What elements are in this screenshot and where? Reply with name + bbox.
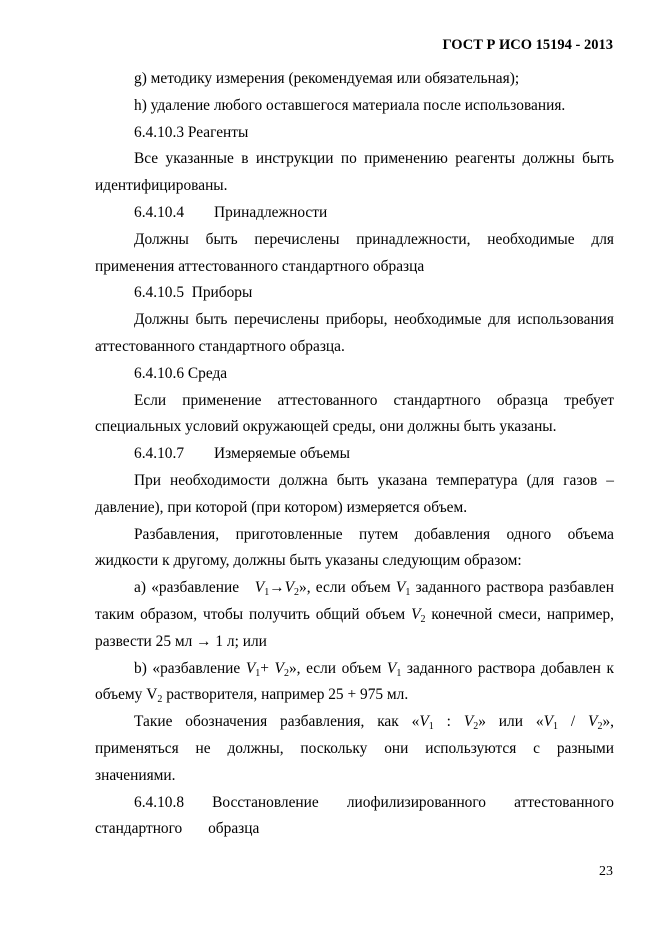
- section-6-4-10-7-text: При необходимости должна быть указана температура (для газов – давление), при которой (при котором) измеряется объем.: [95, 471, 614, 516]
- section-6-4-10-6-text: Если применение аттестованного стандартного образца требует специальных условий окружающей среды, они должны быть указаны.: [95, 391, 614, 436]
- section-title: Восстановление лиофилизированного аттестованного стандартного образца: [95, 793, 614, 838]
- section-number: 6.4.10.7: [134, 445, 185, 463]
- dilution-item-a: a) «разбавление $V_1\to V_2$», если объем $V_1$ заданного раствора разбавлен таким образом, чтобы получить общий объем $V_2$ конечной смеси, например, развести 25 мл → 1 л; или: [95, 579, 615, 650]
- page-number: 23: [599, 864, 613, 879]
- dilution-note: Такие обозначения разбавления, как «$V_1$ : $V_2$» или «$V_1 / V_2$», применяться не должны, поскольку они используются с разными значениями.: [95, 713, 614, 784]
- section-6-4-10-5-text: Должны быть перечислены приборы, необходимые для использования аттестованного стандартного образца.: [95, 311, 614, 355]
- document-body: [95, 66, 614, 843]
- section-6-4-10-4-heading: [95, 200, 614, 227]
- section-title: Принадлежности: [214, 203, 328, 221]
- section-title: Приборы: [191, 284, 253, 302]
- section-number: 6.4.10.3: [134, 123, 185, 141]
- section-6-4-10-3-heading: [95, 120, 614, 147]
- section-6-4-10-8-heading: [95, 790, 614, 844]
- section-title: Реагенты: [187, 123, 249, 141]
- section-number: 6.4.10.8: [134, 793, 185, 811]
- list-item-h: h) удаление любого оставшегося материала после использования.: [134, 96, 566, 114]
- section-number: 6.4.10.4: [134, 203, 185, 221]
- document-header: ГОСТ Р ИСО 15194 - 2013: [442, 37, 613, 53]
- section-6-4-10-7-heading: [95, 441, 614, 468]
- section-number: 6.4.10.5: [134, 284, 185, 302]
- section-6-4-10-4-text: Должны быть перечислены принадлежности, необходимые для применения аттестованного стандартного образца: [95, 230, 614, 275]
- section-6-4-10-6-heading: [95, 361, 614, 388]
- section-title: Среда: [187, 364, 228, 382]
- dilution-intro: Разбавления, приготовленные путем добавления одного объема жидкости к другому, должны быть указаны следующим образом:: [95, 525, 614, 570]
- list-item-g: g) методику измерения (рекомендуемая или обязательная);: [134, 70, 520, 87]
- section-number: 6.4.10.6: [134, 364, 185, 382]
- section-6-4-10-5-heading: [95, 280, 614, 307]
- section-6-4-10-3-text: Все указанные в инструкции по применению реагенты должны быть идентифицированы.: [95, 150, 614, 195]
- section-title: Измеряемые объемы: [214, 445, 350, 463]
- dilution-item-b: b) «разбавление $V_1+ V_2$», если объем $V_1$ заданного раствора добавлен к объему $V_2$ растворителя, например 25 + 975 мл.: [95, 659, 614, 706]
